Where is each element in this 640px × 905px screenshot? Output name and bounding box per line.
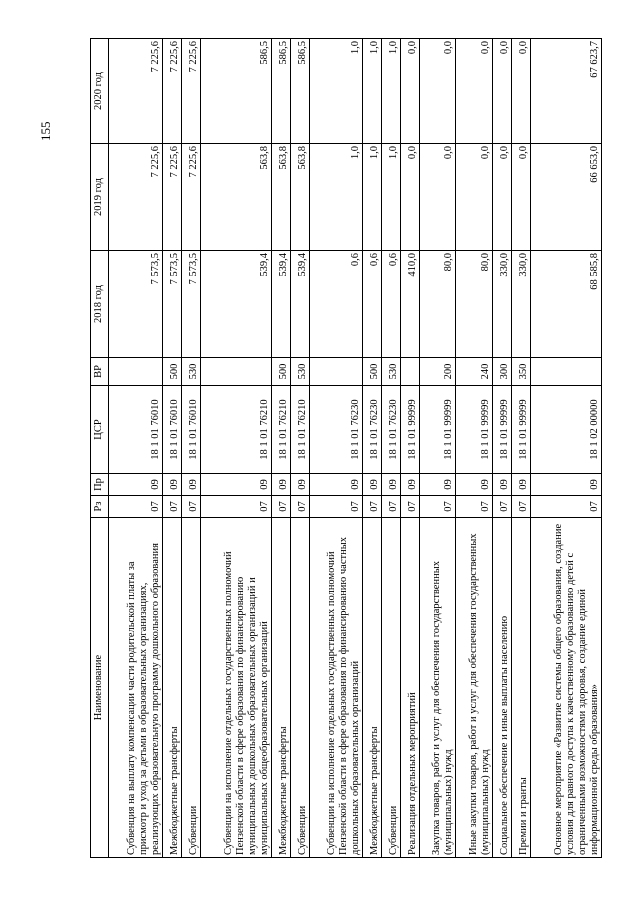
row-csr: 18 1 01 99999 [492,386,511,474]
row-2019: 1,0 [382,144,401,251]
header-rz: Рз [91,496,109,518]
row-csr: 18 1 01 76010 [181,386,200,474]
row-vr: 350 [511,358,530,386]
table-row [530,39,601,858]
row-rz: 07 [401,496,420,518]
row-pr: 09 [401,474,420,496]
table-row [200,39,271,858]
row-vr: 500 [162,358,181,386]
row-2018: 68 585,8 [530,251,601,358]
table-row [290,39,309,858]
table-row [181,39,200,858]
row-2018: 80,0 [456,251,492,358]
row-rz: 07 [290,496,309,518]
row-pr: 09 [181,474,200,496]
header-csr: ЦСР [91,386,109,474]
row-pr: 09 [290,474,309,496]
row-rz: 07 [200,496,271,518]
row-vr: 500 [271,358,290,386]
row-2018: 330,0 [492,251,511,358]
row-rz: 07 [181,496,200,518]
row-vr: 530 [290,358,309,386]
row-name: Реализация отдельных мероприятий [401,518,420,858]
row-vr [401,358,420,386]
row-rz: 07 [382,496,401,518]
row-name: Субвенция на выплату компенсации части родительской платы за присмотр и уход за детьми в образовательных организациях, реализующих образовательную программу дошкольного образования [109,518,163,858]
row-2019: 7 225,6 [181,144,200,251]
row-csr: 18 1 01 76210 [271,386,290,474]
row-2020: 7 225,6 [162,39,181,144]
row-name: Социальное обеспечение и иные выплаты населению [492,518,511,858]
row-name: Иные закупки товаров, работ и услуг для обеспечения государственных (муниципальных) нужд [456,518,492,858]
row-2018: 80,0 [420,251,456,358]
row-2019: 563,8 [290,144,309,251]
row-vr: 500 [363,358,382,386]
row-rz: 07 [271,496,290,518]
row-pr: 09 [511,474,530,496]
row-2019: 0,0 [401,144,420,251]
row-2020: 7 225,6 [109,39,163,144]
row-vr [309,358,363,386]
row-name: Субвенции [382,518,401,858]
row-pr: 09 [200,474,271,496]
row-pr: 09 [382,474,401,496]
row-2020: 0,0 [492,39,511,144]
row-name: Межбюджетные трансферты [363,518,382,858]
row-2018: 7 573,5 [181,251,200,358]
row-vr [200,358,271,386]
row-2019: 7 225,6 [109,144,163,251]
table-row [363,39,382,858]
row-csr: 18 1 01 76230 [309,386,363,474]
row-2020: 0,0 [420,39,456,144]
row-2020: 586,5 [271,39,290,144]
row-vr: 530 [181,358,200,386]
row-csr: 18 1 01 76010 [109,386,163,474]
row-rz: 07 [530,496,601,518]
row-rz: 07 [511,496,530,518]
row-pr: 09 [309,474,363,496]
table-row [456,39,492,858]
table-row [492,39,511,858]
table-row [309,39,363,858]
row-2018: 539,4 [290,251,309,358]
row-csr: 18 1 01 76230 [363,386,382,474]
row-2020: 1,0 [363,39,382,144]
row-2019: 1,0 [363,144,382,251]
row-2020: 0,0 [456,39,492,144]
table-row [162,39,181,858]
row-vr: 200 [420,358,456,386]
row-2018: 539,4 [200,251,271,358]
row-2020: 586,5 [200,39,271,144]
row-2020: 1,0 [309,39,363,144]
row-pr: 09 [530,474,601,496]
row-pr: 09 [492,474,511,496]
row-pr: 09 [420,474,456,496]
table-row [420,39,456,858]
row-name: Основное мероприятие «Развитие системы общего образования, создание условия для равного доступа к качественному образованию детей с ограниченными возможностями здоровья, создание единой информационной среды образования» [530,518,601,858]
row-pr: 09 [162,474,181,496]
budget-table [90,38,602,858]
row-name: Межбюджетные трансферты [271,518,290,858]
row-name: Субвенции [290,518,309,858]
row-pr: 09 [271,474,290,496]
row-name: Премии и гранты [511,518,530,858]
row-2020: 7 225,6 [181,39,200,144]
row-name: Субвенции [181,518,200,858]
header-2019: 2019 год [91,144,109,251]
row-pr: 09 [456,474,492,496]
rotated-table-wrapper [90,39,602,858]
row-csr: 18 1 01 99999 [511,386,530,474]
row-csr: 18 1 01 76210 [290,386,309,474]
row-2018: 7 573,5 [109,251,163,358]
row-rz: 07 [492,496,511,518]
row-rz: 07 [456,496,492,518]
row-2020: 1,0 [382,39,401,144]
row-2019: 0,0 [492,144,511,251]
row-csr: 18 1 01 99999 [420,386,456,474]
header-name: Наименование [91,518,109,858]
row-2019: 7 225,6 [162,144,181,251]
row-rz: 07 [162,496,181,518]
row-name: Межбюджетные трансферты [162,518,181,858]
table-row [271,39,290,858]
row-pr: 09 [109,474,163,496]
row-2018: 410,0 [401,251,420,358]
row-2018: 0,6 [363,251,382,358]
row-2018: 0,6 [382,251,401,358]
row-2019: 0,0 [511,144,530,251]
header-vr: ВР [91,358,109,386]
table-row [109,39,163,858]
row-2019: 0,0 [456,144,492,251]
table-row [382,39,401,858]
row-csr: 18 1 01 99999 [401,386,420,474]
header-pr: Пр [91,474,109,496]
row-rz: 07 [420,496,456,518]
header-2020: 2020 год [91,39,109,144]
row-pr: 09 [363,474,382,496]
row-vr [530,358,601,386]
row-2019: 563,8 [200,144,271,251]
row-csr: 18 1 01 99999 [456,386,492,474]
row-vr: 240 [456,358,492,386]
row-2019: 563,8 [271,144,290,251]
row-2019: 66 653,0 [530,144,601,251]
row-2020: 0,0 [401,39,420,144]
row-csr: 18 1 02 00000 [530,386,601,474]
row-2018: 0,6 [309,251,363,358]
row-rz: 07 [309,496,363,518]
table-row [401,39,420,858]
header-row [91,39,109,858]
row-2019: 1,0 [309,144,363,251]
row-name: Закупка товаров, работ и услуг для обеспечения государственных (муниципальных) нужд [420,518,456,858]
row-name: Субвенции на исполнение отдельных государственных полномочий Пензенской области в сфере образования по финансированию частных дошкольных образовательных организаций [309,518,363,858]
row-2018: 7 573,5 [162,251,181,358]
table-row [511,39,530,858]
row-2018: 330,0 [511,251,530,358]
row-vr [109,358,163,386]
row-2020: 67 623,7 [530,39,601,144]
row-vr: 300 [492,358,511,386]
row-2018: 539,4 [271,251,290,358]
row-2020: 586,5 [290,39,309,144]
row-rz: 07 [363,496,382,518]
row-csr: 18 1 01 76010 [162,386,181,474]
row-2020: 0,0 [511,39,530,144]
header-2018: 2018 год [91,251,109,358]
row-csr: 18 1 01 76230 [382,386,401,474]
page-number: 155 [38,121,53,141]
row-rz: 07 [109,496,163,518]
row-csr: 18 1 01 76210 [200,386,271,474]
row-vr: 530 [382,358,401,386]
row-2019: 0,0 [420,144,456,251]
row-name: Субвенции на исполнение отдельных государственных полномочий Пензенской области в сфере образования по финансированию муниципальных дошкольных образовательных организаций и муниципальных общеобразовательных организаций [200,518,271,858]
